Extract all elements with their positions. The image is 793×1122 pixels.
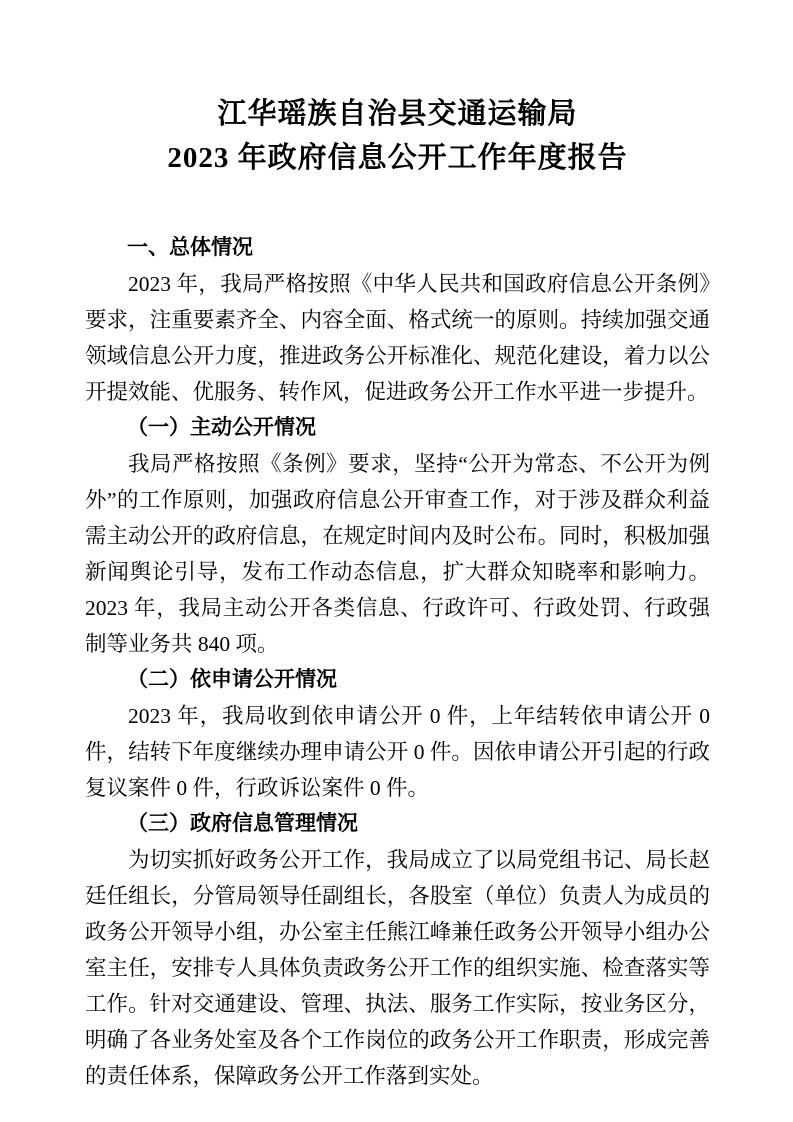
section-disclosure-upon-request — [85, 662, 710, 806]
title-line-1: 江华瑶族自治县交通运输局 — [217, 98, 578, 130]
section-heading: （二）依申请公开情况 — [127, 668, 337, 691]
section-heading: （三）政府信息管理情况 — [127, 812, 358, 835]
section-heading: 一、总体情况 — [127, 236, 253, 259]
section-heading: （一）主动公开情况 — [127, 416, 316, 439]
document-title — [85, 92, 710, 180]
section-proactive-disclosure — [85, 410, 710, 662]
section-overall-situation — [85, 230, 710, 410]
document-body — [85, 230, 710, 1094]
title-line-2: 2023 年政府信息公开工作年度报告 — [167, 142, 628, 174]
section-paragraph: 为切实抓好政务公开工作，我局成立了以局党组书记、局长赵廷任组长，分管局领导任副组长，各股室（单位）负责人为成员的政务公开领导小组，办公室主任熊江峰兼任政务公开领导小组办公室主任，安排专人具体负责政务公开工作的组织实施、检查落实等工作。针对交通建设、管理、执法、服务工作实际，按业务区分，明确了各业务处室及各个工作岗位的政务公开工作职责，形成完善的责任体系，保障政务公开工作落到实处。 — [85, 848, 710, 1088]
section-paragraph: 2023 年，我局收到依申请公开 0 件，上年结转依申请公开 0 件，结转下年度继续办理申请公开 0 件。因依申请公开引起的行政复议案件 0 件，行政诉讼案件 0 件。 — [85, 704, 710, 800]
section-information-management — [85, 806, 710, 1094]
section-paragraph: 我局严格按照《条例》要求，坚持“公开为常态、不公开为例外”的工作原则，加强政府信息公开审查工作，对于涉及群众利益需主动公开的政府信息，在规定时间内及时公布。同时，积极加强新闻舆论引导，发布工作动态信息，扩大群众知晓率和影响力。2023 年，我局主动公开各类信息、行政许可、行政处罚、行政强制等业务共 840 项。 — [85, 452, 710, 656]
section-paragraph: 2023 年，我局严格按照《中华人民共和国政府信息公开条例》要求，注重要素齐全、内容全面、格式统一的原则。持续加强交通领域信息公开力度，推进政务公开标准化、规范化建设，着力以公开提效能、优服务、转作风，促进政务公开工作水平进一步提升。 — [85, 272, 710, 404]
